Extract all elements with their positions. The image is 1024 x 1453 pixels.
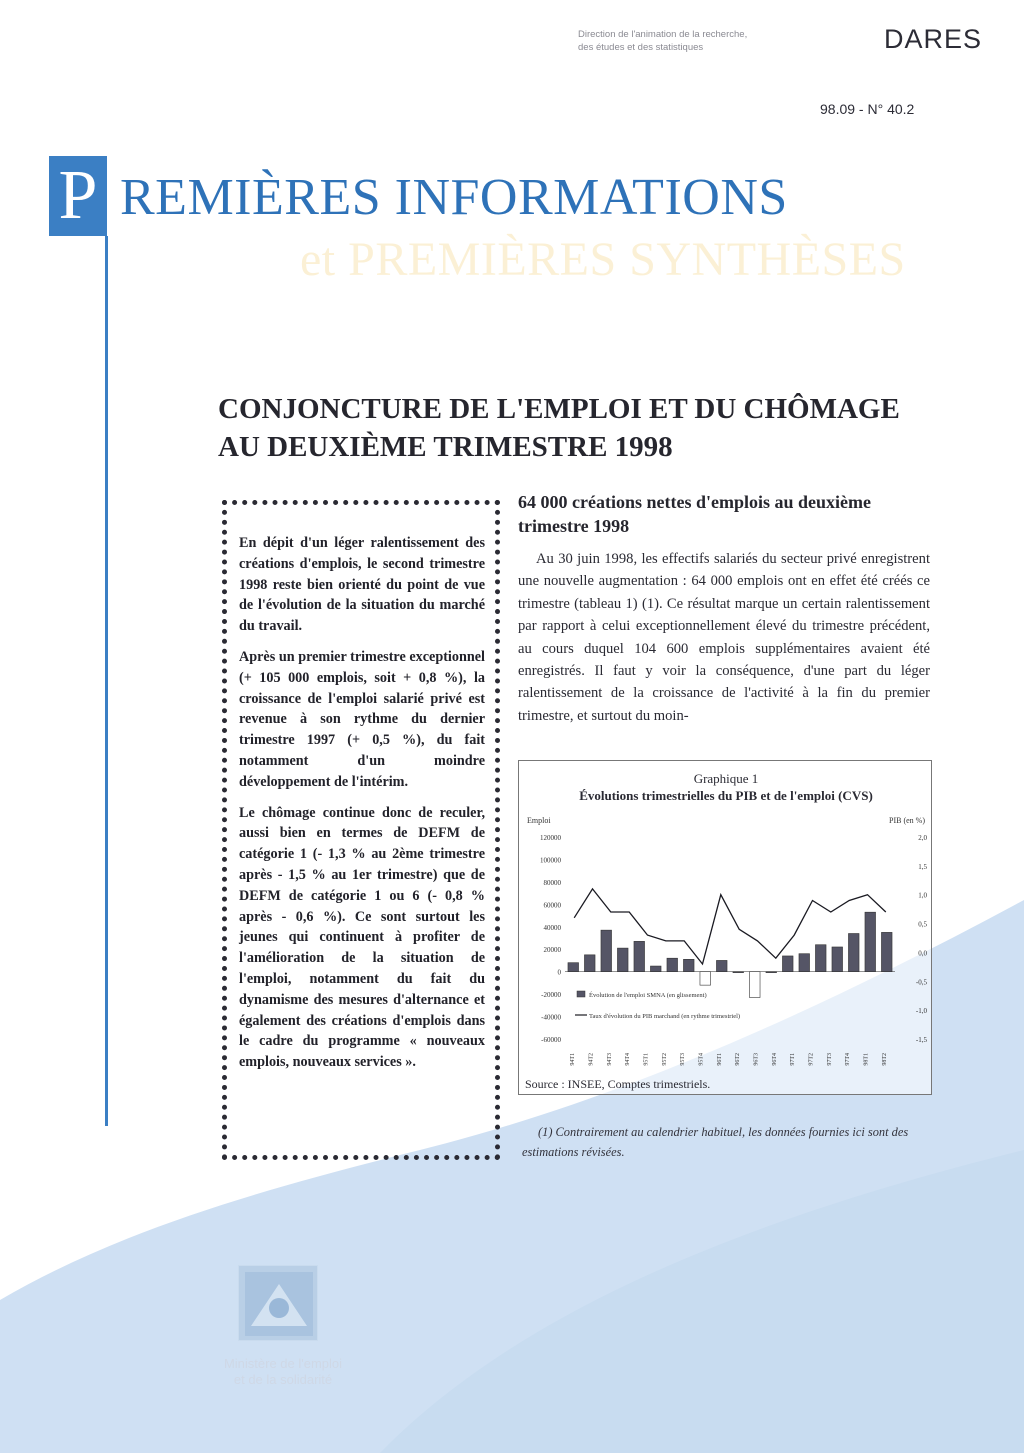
- abstract-paragraph-2: Après un premier trimestre exceptionnel (+ 105 000 emplois, soit + 0,8 %), la croissance de l'emploi salarié privé est revenue à son rythme du dernier trimestre 1997 (+ 0,5 %), du fait notamment d'un moindre développement de l'intérim.: [239, 648, 485, 790]
- issue-number: 98.09 - N° 40.2: [820, 101, 915, 117]
- x-tick-label: 97T2: [808, 1053, 815, 1066]
- x-tick-label: 95T3: [680, 1053, 687, 1066]
- bar: [601, 930, 612, 972]
- x-tick-label: 95T2: [661, 1053, 668, 1066]
- x-tick-label: 96T2: [735, 1053, 742, 1066]
- x-tick-label: 98T1: [863, 1053, 870, 1066]
- y-tick-label: -20000: [541, 991, 561, 1000]
- article-headline: [218, 390, 900, 466]
- graph-label: Graphique 1: [693, 771, 759, 786]
- masthead-title: REMIÈRES INFORMATIONS: [120, 169, 788, 226]
- y2-axis-label: PIB (en %): [889, 816, 925, 825]
- bar: [683, 959, 694, 971]
- graph-title: Évolutions trimestrielles du PIB et de l'emploi (CVS): [579, 788, 873, 803]
- y-axis-label: Emploi: [527, 816, 551, 825]
- legend-swatch-bar: [577, 991, 585, 997]
- org-line-2: des études et des statistiques: [578, 42, 704, 53]
- abstract-paragraph-3: Le chômage continue donc de reculer, aussi bien en termes de DEFM de catégorie 1 (- 1,3 % au 2ème trimestre après - 1,5 % au 1er trimestre) que de DEFM de catégorie 1 ou 6 (- 0,8 % après - 0,6 %). Ce sont surtout les jeunes qui continuent à profiter de l'amélioration de la situation de l'emploi, notamment du fait du dynamisme des mesures d'alternance et également des créations d'emplois dans le cadre du programme « nouveaux emplois, nouveaux services ».: [239, 804, 485, 1071]
- headline-line-2: AU DEUXIÈME TRIMESTRE 1998: [218, 431, 673, 463]
- y2-tick-label: 0,0: [918, 949, 927, 958]
- y2-tick-label: 2,0: [918, 834, 927, 842]
- logo-graphic: [239, 1266, 319, 1342]
- bar: [617, 948, 628, 972]
- bar: [865, 912, 876, 971]
- y-tick-label: -40000: [541, 1013, 561, 1022]
- footnote: (1) Contrairement au calendrier habituel, les données fournies ici sont des estimations révisées.: [522, 1125, 909, 1159]
- graph-figure: [518, 760, 932, 1095]
- y-tick-label: 100000: [540, 856, 561, 865]
- x-tick-label: 97T3: [826, 1053, 833, 1066]
- x-tick-label: 94T2: [588, 1053, 595, 1066]
- x-tick-label: 95T4: [698, 1053, 705, 1066]
- bar: [584, 955, 595, 972]
- legend-label-line: Taux d'évolution du PIB marchand (en rythme trimestriel): [589, 1013, 741, 1020]
- abstract-box: [222, 500, 500, 1160]
- bar: [848, 934, 859, 972]
- y-tick-label: -60000: [541, 1036, 561, 1044]
- y-tick-label: 20000: [543, 946, 561, 955]
- chart-area: [519, 761, 933, 1073]
- ministry-logo: [238, 1265, 318, 1341]
- graph-source: Source : INSEE, Comptes trimestriels.: [525, 1077, 711, 1091]
- bar: [782, 956, 793, 972]
- org-full-name: [578, 28, 828, 54]
- bar: [716, 960, 727, 971]
- x-tick-label: 94T1: [570, 1053, 577, 1066]
- bar: [881, 932, 892, 971]
- bar: [766, 972, 777, 973]
- headline-line-1: CONJONCTURE DE L'EMPLOI ET DU CHÔMAGE: [218, 393, 900, 425]
- x-tick-label: 94T3: [606, 1053, 613, 1066]
- bar: [815, 945, 826, 972]
- y2-tick-label: 1,0: [918, 891, 927, 900]
- x-tick-label: 94T4: [625, 1053, 632, 1066]
- bar: [799, 954, 810, 972]
- article-body: Au 30 juin 1998, les effectifs salariés du secteur privé enregistrent une nouvelle augmentation : 64 000 emplois ont en effet été créés ce trimestre (tableau 1) (1). Ce résultat marque un certain ralentissement par rapport à celui exceptionnellement élevé du trimestre précédent, au cours duquel 104 600 emplois supplémentaires avaient été enregistrés. Il faut y voir la conséquence, d'une part du léger ralentissement de la croissance de l'activité à la fin du premier trimestre, et surtout du moin-: [518, 551, 930, 724]
- y2-tick-label: 1,5: [918, 862, 927, 871]
- y-tick-label: 0: [557, 968, 561, 977]
- bar: [667, 958, 678, 971]
- y2-tick-label: -1,0: [915, 1007, 927, 1016]
- masthead-initial: P: [49, 156, 107, 236]
- bar: [634, 941, 645, 971]
- y-tick-label: 80000: [543, 878, 561, 887]
- x-tick-label: 95T1: [643, 1053, 650, 1066]
- x-tick-label: 97T1: [790, 1053, 797, 1066]
- masthead-rule: [105, 236, 108, 1126]
- bar: [733, 972, 744, 973]
- ministry-line-1: Ministère de l'emploi: [223, 1356, 343, 1371]
- abstract-paragraph-1: En dépit d'un léger ralentissement des créations d'emplois, le second trimestre 1998 reste bien orienté du point de vue de l'évolution de la situation du marché du travail.: [239, 535, 485, 635]
- bar: [650, 966, 661, 972]
- bar: [568, 963, 579, 972]
- legend-label-bar: Évolution de l'emploi SMNA (en glissement): [589, 992, 707, 999]
- y-tick-label: 40000: [543, 923, 561, 932]
- x-tick-label: 98T2: [881, 1053, 888, 1066]
- org-line-1: Direction de l'animation de la recherche,: [578, 29, 748, 40]
- ministry-line-2: et de la solidarité: [233, 1372, 333, 1387]
- x-tick-label: 96T3: [753, 1053, 760, 1066]
- x-tick-label: 97T4: [845, 1053, 852, 1066]
- y-tick-label: 60000: [543, 901, 561, 910]
- y2-tick-label: 0,5: [918, 920, 927, 929]
- bar: [700, 972, 711, 985]
- bar: [749, 972, 760, 998]
- x-tick-label: 96T1: [716, 1053, 723, 1066]
- y2-tick-label: -1,5: [915, 1036, 927, 1044]
- article-subhead: 64 000 créations nettes d'emplois au deuxième trimestre 1998: [518, 492, 871, 536]
- x-tick-label: 96T4: [771, 1053, 778, 1066]
- org-acronym: DARES: [884, 24, 983, 54]
- masthead-subtitle: et PREMIÈRES SYNTHÈSES: [300, 233, 906, 286]
- ministry-name: [198, 1356, 368, 1388]
- bar: [832, 947, 843, 972]
- article-column: [518, 490, 930, 727]
- y-tick-label: 120000: [540, 834, 561, 842]
- y2-tick-label: -0,5: [915, 978, 927, 987]
